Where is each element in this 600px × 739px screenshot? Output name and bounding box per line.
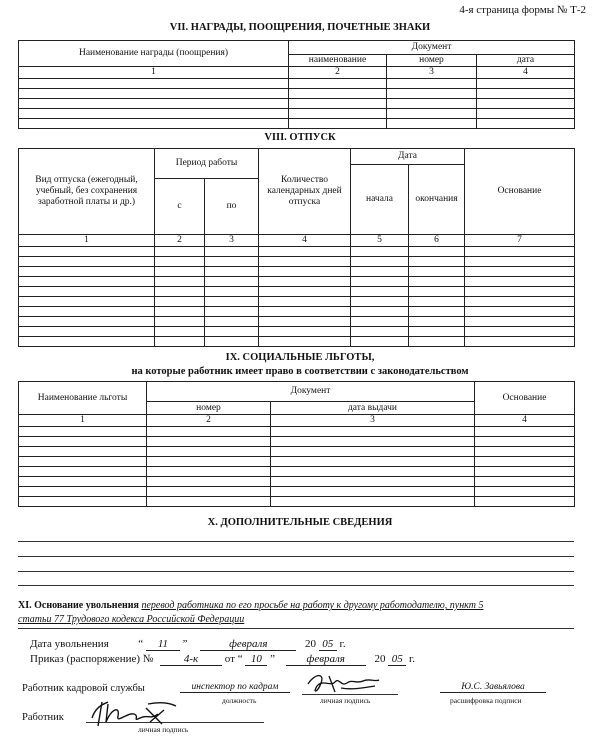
table-row [19,297,575,307]
additional-info-line[interactable] [18,556,574,557]
col-from: с [155,179,205,235]
year-suffix: г. [408,653,415,665]
table-row [19,317,575,327]
order-month[interactable]: февраля [286,653,366,666]
order-day[interactable]: 10 [245,653,267,666]
col-index: 5 [351,235,409,247]
order-year[interactable]: 05 [388,653,406,666]
hr-position[interactable]: инспектор по кадрам [180,682,290,693]
year-suffix: г. [339,638,346,650]
col-doc-name: наименование [289,55,387,67]
dismissal-date-label: Дата увольнения [30,638,109,650]
col-index: 7 [465,235,575,247]
col-benefit-name: Наименование льготы [19,382,147,415]
table-row [19,257,575,267]
table-row [19,109,575,119]
section-viii-title: VIII. ОТПУСК [264,132,336,143]
quote-close: ” [182,638,188,650]
col-issue-date: дата выдачи [271,402,475,415]
dismissal-reason-text[interactable]: перевод работника по его просьбе на работу к другому работодателю, пункт 5 [141,600,484,611]
col-index: 3 [387,67,477,79]
dismissal-year[interactable]: 05 [319,638,337,651]
table-row [19,457,575,467]
table-row [19,247,575,257]
col-index: 2 [289,67,387,79]
hr-label: Работник кадровой службы [22,683,145,694]
col-to: по [205,179,259,235]
additional-info-line[interactable] [18,571,574,572]
table-row [19,467,575,477]
form-page-label: 4-я страница формы № Т-2 [459,4,586,16]
col-index: 1 [19,235,155,247]
quote-open: “ [237,653,243,665]
table-row [19,119,575,129]
table-row [19,287,575,297]
reason-underline [18,628,574,629]
col-date: Дата [351,149,465,165]
col-doc-date: дата [477,55,575,67]
table-row [19,307,575,317]
table-row [19,437,575,447]
col-index: 1 [19,415,147,427]
col-vacation-type: Вид отпуска (ежегодный, учебный, без сохранения заработной платы и др.) [19,149,155,235]
section-ix-title: IX. СОЦИАЛЬНЫЕ ЛЬГОТЫ, [225,352,375,363]
section-ix-subtitle: на которые работник имеет право в соответствии с законодательством [131,366,469,377]
order-label: Приказ (распоряжение) № [30,653,154,665]
year-prefix: 20 [305,638,317,650]
dismissal-day[interactable]: 11 [146,638,180,651]
col-index: 3 [271,415,475,427]
table-row [19,89,575,99]
awards-table [18,40,575,129]
name-caption: расшифровка подписи [450,696,522,705]
table-row [19,99,575,109]
section-xi-title: XI. Основание увольнения [18,600,139,611]
quote-open: “ [138,638,144,650]
table-row [19,497,575,507]
col-index: 1 [19,67,289,79]
dismissal-reason-row [18,600,483,611]
col-doc-number: номер [147,402,271,415]
hr-signature [305,670,381,698]
employee-label: Работник [22,712,64,723]
table-row [19,427,575,437]
additional-info-line[interactable] [18,585,574,586]
hr-position-caption: должность [222,696,257,705]
col-index: 2 [147,415,271,427]
table-row [19,477,575,487]
additional-info-line[interactable] [18,541,574,542]
col-basis: Основание [475,382,575,415]
col-doc-number: номер [387,55,477,67]
table-row [19,79,575,89]
col-index: 3 [205,235,259,247]
benefits-table [18,381,575,507]
vacation-table [18,148,575,347]
order-from-label: от [224,653,235,665]
col-start: начала [351,165,409,235]
col-index: 4 [259,235,351,247]
col-days-count: Количество календарных дней отпуска [259,149,351,235]
hr-name[interactable]: Ю.С. Завьялова [440,682,546,693]
dismissal-reason-text-cont[interactable]: статьи 77 Трудового кодекса Российской Федерации [18,614,245,625]
col-end: окончания [409,165,465,235]
col-index: 2 [155,235,205,247]
col-document: Документ [147,382,475,402]
order-row [30,653,415,666]
quote-close: ” [270,653,275,665]
col-award-name: Наименование награды (поощрения) [19,41,289,67]
table-row [19,327,575,337]
col-work-period: Период работы [155,149,259,179]
signature-caption: личная подпись [320,696,371,705]
table-row [19,277,575,287]
col-basis: Основание [465,149,575,235]
table-row [19,267,575,277]
dismissal-date-row [30,638,346,651]
table-row [19,447,575,457]
table-row [19,487,575,497]
col-index: 6 [409,235,465,247]
section-vii-title: VII. НАГРАДЫ, ПООЩРЕНИЯ, ПОЧЕТНЫЕ ЗНАКИ [169,22,431,33]
col-index: 4 [477,67,575,79]
dismissal-month[interactable]: февраля [200,638,296,651]
order-number[interactable]: 4-к [160,653,222,666]
col-document: Документ [289,41,575,55]
col-index: 4 [475,415,575,427]
table-row [19,337,575,347]
employee-signature-caption: личная подпись [138,725,189,734]
year-prefix: 20 [374,653,386,665]
section-x-title: X. ДОПОЛНИТЕЛЬНЫЕ СВЕДЕНИЯ [207,517,393,528]
